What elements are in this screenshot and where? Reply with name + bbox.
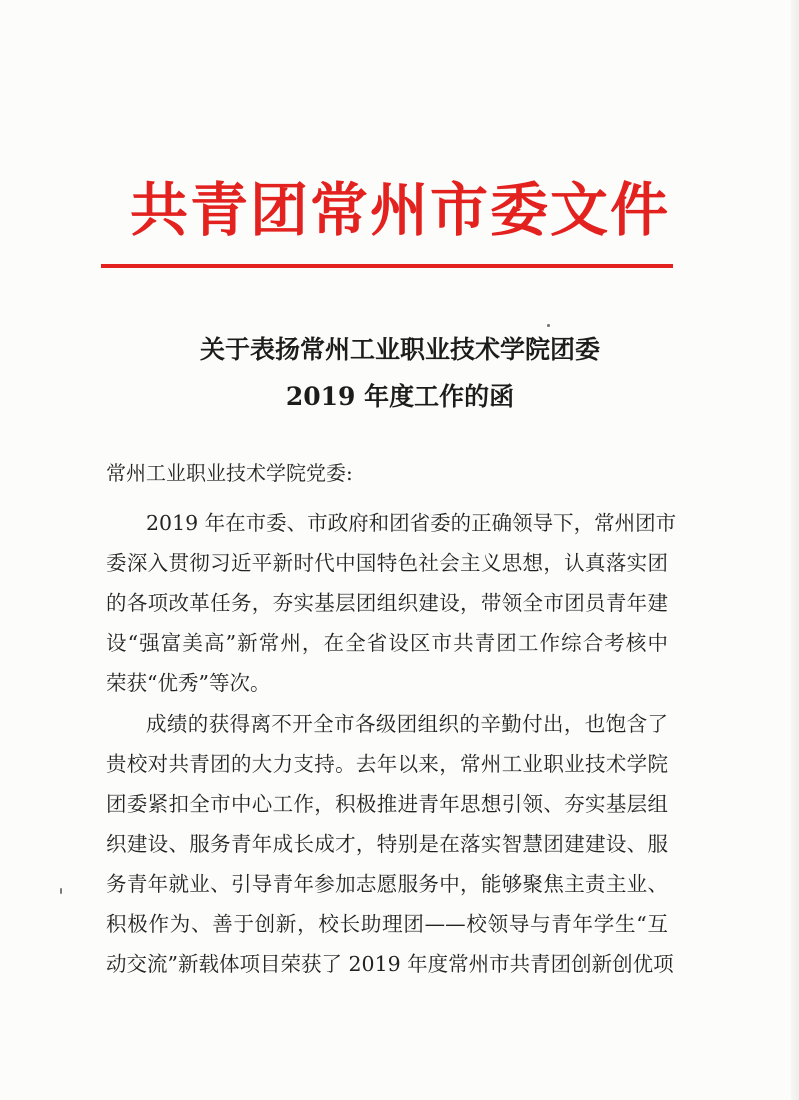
scan-speck <box>547 324 550 327</box>
paragraph-2-line: 成绩的获得离不开全市各级团组织的辛勤付出，也饱含了 <box>146 712 668 736</box>
scan-speck <box>60 888 62 894</box>
document-title-line-1: 关于表扬常州工业职业技术学院团委 <box>199 335 600 364</box>
paragraph-1-line: 2019 年在市委、市政府和团省委的正确领导下，常州团市 <box>146 511 677 535</box>
page-edge-shadow <box>791 0 799 1100</box>
paragraph-2-line: 务青年就业、引导青年参加志愿服务中，能够聚焦主责主业、 <box>106 872 668 896</box>
document-masthead: 共青团常州市委文件 <box>129 176 670 244</box>
paragraph-2-line: 贵校对共青团的大力支持。去年以来，常州工业职业技术学院 <box>106 752 668 776</box>
paragraph-1-line: 委深入贯彻习近平新时代中国特色社会主义思想，认真落实团 <box>106 551 668 575</box>
salutation: 常州工业职业技术学院党委: <box>106 461 353 485</box>
paragraph-2-line: 团委紧扣全市中心工作，积极推进青年思想引领、夯实基层组 <box>106 792 668 816</box>
masthead-red-rule <box>101 264 673 268</box>
paragraph-2-line: 织建设、服务青年成长成才，特别是在落实智慧团建建设、服 <box>106 832 668 856</box>
paragraph-2-line: 积极作为、善于创新，校长助理团——校领导与青年学生“互 <box>106 912 668 936</box>
paragraph-1-line: 荣获“优秀”等次。 <box>106 671 271 695</box>
paragraph-2-line: 动交流”新载体项目荣获了 2019 年度常州市共青团创新创优项 <box>106 952 674 976</box>
paragraph-1-line: 的各项改革任务，夯实基层团组织建设，带领全市团员青年建 <box>106 591 668 615</box>
paragraph-1-line: 设“强富美高”新常州，在全省设区市共青团工作综合考核中 <box>106 631 668 655</box>
document-title-line-2: 2019 年度工作的函 <box>285 382 515 411</box>
